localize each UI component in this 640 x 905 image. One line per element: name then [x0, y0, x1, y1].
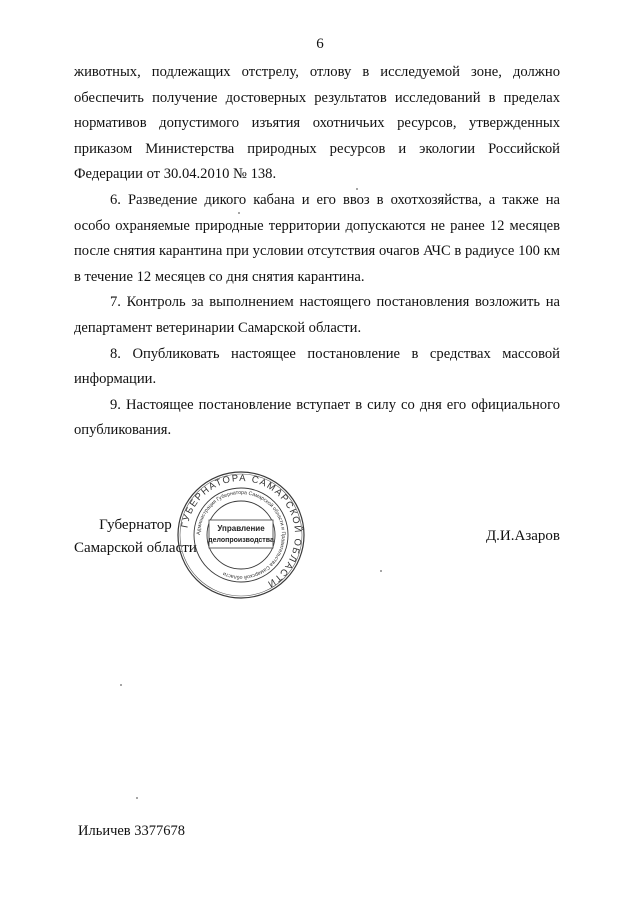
scan-speck [136, 797, 138, 799]
page-number: 6 [316, 36, 324, 52]
paragraph-6: 6. Разведение дикого кабана и его ввоз в охотхозяйства, а также на особо охраняемые природные территории допускаются не ранее 12 месяцев после снятия карантина при условии отсутствия очагов АЧС в радиусе 100 км в течение 12 месяцев со дня снятия карантина. [74, 191, 560, 285]
scan-speck [120, 684, 122, 686]
signatory-title-line1: Губернатор [99, 517, 172, 533]
scan-speck [238, 212, 240, 214]
seal-inner-text: Администрация Губернатора Самарской области и Правительства Самарской области [195, 489, 287, 581]
scan-speck [380, 570, 382, 572]
signatory-title-line2: Самарской области [74, 540, 197, 556]
seal-center-line2: делопроизводства [208, 537, 274, 544]
paragraph-9: 9. Настоящее постановление вступает в силу со дня его официального опубликования. [74, 396, 560, 439]
document-body [74, 60, 560, 444]
paragraph-7: 7. Контроль за выполнением настоящего постановления возложить на департамент ветеринарии Самарской области. [74, 294, 560, 336]
executor-line: Ильичев 3377678 [78, 823, 186, 839]
seal-center-line1: Управление [217, 524, 265, 533]
seal-outer-text: ГУБЕРНАТОРА САМАРСКОЙ ОБЛАСТИ [179, 472, 304, 590]
signatory-name: Д.И.Азаров [485, 528, 560, 544]
paragraph-continuation: животных, подлежащих отстрелу, отлову в исследуемой зоне, должно обеспечить получение достоверных результатов исследований в пределах нормативов допустимого изъятия охотничьих ресурсов, утвержденных приказом Министерства природных ресурсов и экологии Российской Федерации от 30.04.2010 № 138. [74, 64, 560, 183]
scan-speck [356, 188, 358, 190]
paragraph-8: 8. Опубликовать настоящее постановление в средствах массовой информации. [74, 345, 560, 388]
official-stamp-seal [176, 470, 306, 600]
